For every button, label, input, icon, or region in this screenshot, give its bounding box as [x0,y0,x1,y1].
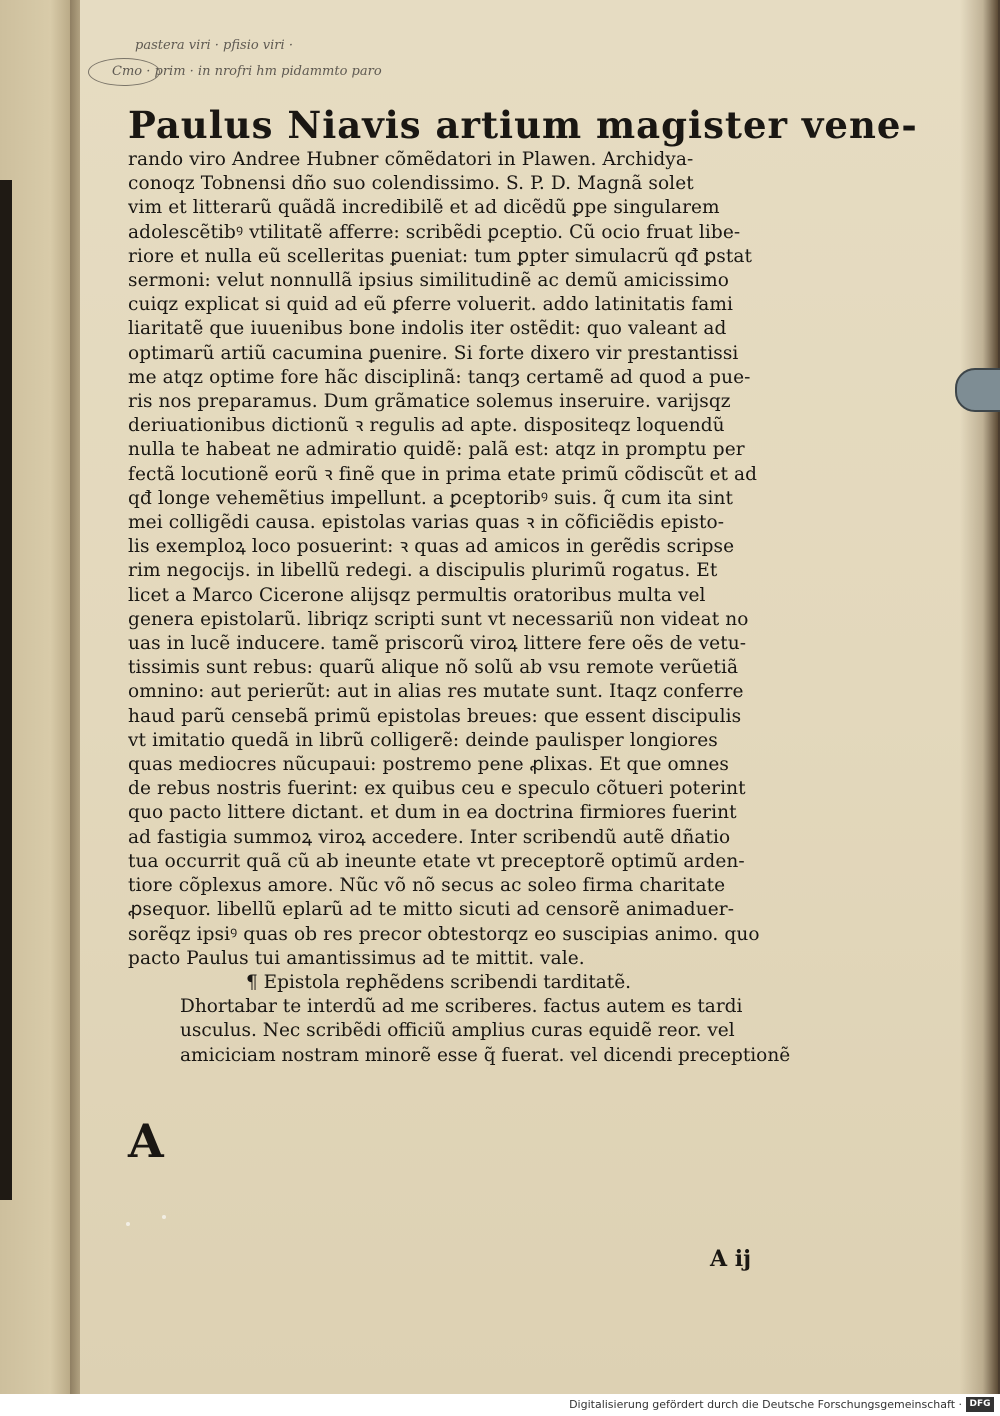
text-line: adolescẽtibꝰ vtilitatẽ afferre: scribẽdi ꝑceptio. Cũ ocio fruat libe- [128,221,741,243]
text-line: quo pacto littere dictant. et dum in ea doctrina firmiores fuerint [128,802,737,824]
left-page-dark-strip [0,180,12,1200]
paper-speck [126,1222,130,1226]
text-line: uas in lucẽ inducere. tamẽ priscorũ viroꝝ littere fere oẽs de vetu- [128,633,747,655]
text-line: rando viro Andree Hubner cõmẽdatori in Plawen. Archidya- [128,149,694,170]
text-line: tiore cõplexus amore. Nũc võ nõ secus ac soleo firma charitate [128,875,726,897]
text-line: quas mediocres nũcupaui: postremo pene ꝓlixas. Et que omnes [128,754,730,776]
text-line: vim et litterarũ quãdã incredibilẽ et ad dicẽdũ ꝑpe singularem [128,197,720,219]
footer-credit: Digitalisierung gefördert durch die Deutsche Forschungsgemeinschaft · [569,1398,962,1411]
text-line: optimarũ artiũ cacumina ꝑuenire. Si forte dixero vir prestantissi [128,342,739,364]
letter-line: Dhortabar te interdũ ad me scriberes. factus autem es tardi [180,996,743,1018]
footer-bar [0,1394,1000,1416]
text-line: ris nos preparamus. Dum grãmatice solemus inseruire. varijsqz [128,391,731,413]
text-line: deriuationibus dictionũ ꝛ regulis ad apte. dispositeqz loquendũ [128,415,725,437]
text-line: sorẽqz ipsiꝰ quas ob res precor obtestorqz eo suscipias animo. quo [128,923,760,945]
text-line: omnino: aut perierũt: aut in alias res mutate sunt. Itaqz conferre [128,681,744,703]
letter-text [128,995,821,1068]
text-line: vt imitatio quedã in librũ colligerẽ: deinde paulisper longiores [128,729,718,751]
text-line: ad fastigia summoꝝ viroꝝ accedere. Inter scribendũ autẽ dñatio [128,826,731,848]
text-line: ꝓsequor. libellũ eplarũ ad te mitto sicuti ad censorẽ animaduer- [128,899,735,921]
text-line: rim negocijs. in libellũ redegi. a discipulis plurimũ rogatus. Et [128,560,718,582]
text-line: genera epistolarũ. libriqz scripti sunt vt necessariũ non videat no [128,608,749,630]
text-line: riore et nulla eũ scelleritas ꝑueniat: tum ꝑpter simulacrũ qđ ꝑstat [128,245,753,267]
text-line: qđ longe vehemẽtius impellunt. a ꝑceptoribꝰ suis. q̃ cum ita sint [128,487,734,509]
main-text-block [128,102,918,1068]
section-heading: ¶ Epistola reꝑhẽdens scribendi tarditatẽ. [246,971,632,993]
text-line: liaritatẽ que iuuenibus bone indolis iter ostẽdit: quo valeant ad [128,318,727,340]
page-marker-tab [955,368,1000,412]
marginal-note-2: Cmo · prim · in nrofri hm pidammto paro [112,64,382,79]
text-line: licet a Marco Cicerone alijsqz permultis oratoribus multa vel [128,584,706,606]
text-line: conoqz Tobnensi dño suo colendissimo. S. P. D. Magnã solet [128,173,694,195]
letter-line: amiciciam nostram minorẽ esse q̃ fuerat. vel dicendi preceptionẽ [180,1044,791,1066]
marginal-note-1: pastera viri · pfisio viri · [135,38,293,53]
paper-speck [162,1215,166,1219]
dfg-logo: DFG [966,1397,994,1412]
text-line: de rebus nostris fuerint: ex quibus ceu e speculo cõtueri poterint [128,778,746,800]
text-line: cuiqz explicat si quid ad eũ ꝑferre voluerit. addo latinitatis fami [128,294,734,316]
text-line: mei colligẽdi causa. epistolas varias quas ꝛ in cõficiẽdis episto- [128,512,725,534]
page-title: Paulus Niavis artium magister vene- [128,103,918,147]
body-text [128,148,821,971]
page-edge-shadow [960,0,998,1394]
text-line: nulla te habeat ne admiratio quidẽ: palã est: atqz in promptu per [128,439,745,461]
text-line: tissimis sunt rebus: quarũ alique nõ solũ ab vsu remote verũetiã [128,657,739,679]
drop-cap: A [128,1114,164,1168]
signature-mark: A ij [710,1246,752,1272]
text-line: me atqz optime fore hãc disciplinã: tanqȝ certamẽ ad quod a pue- [128,366,751,388]
text-line: lis exemploꝝ loco posuerint: ꝛ quas ad amicos in gerẽdis scripse [128,536,735,558]
text-line: fectã locutionẽ eorũ ꝛ finẽ que in prima etate primũ cõdiscũt et ad [128,463,758,485]
letter-line: usculus. Nec scribẽdi officiũ amplius curas equidẽ reor. vel [180,1020,735,1042]
text-line: tua occurrit quã cũ ab ineunte etate vt preceptorẽ optimũ arden- [128,850,745,872]
text-line: sermoni: velut nonnullã ipsius similitudinẽ ac demũ amicissimo [128,270,729,292]
text-line: pacto Paulus tui amantissimus ad te mittit. vale. [128,947,585,969]
text-line: haud parũ censebã primũ epistolas breues: que essent discipulis [128,705,742,727]
